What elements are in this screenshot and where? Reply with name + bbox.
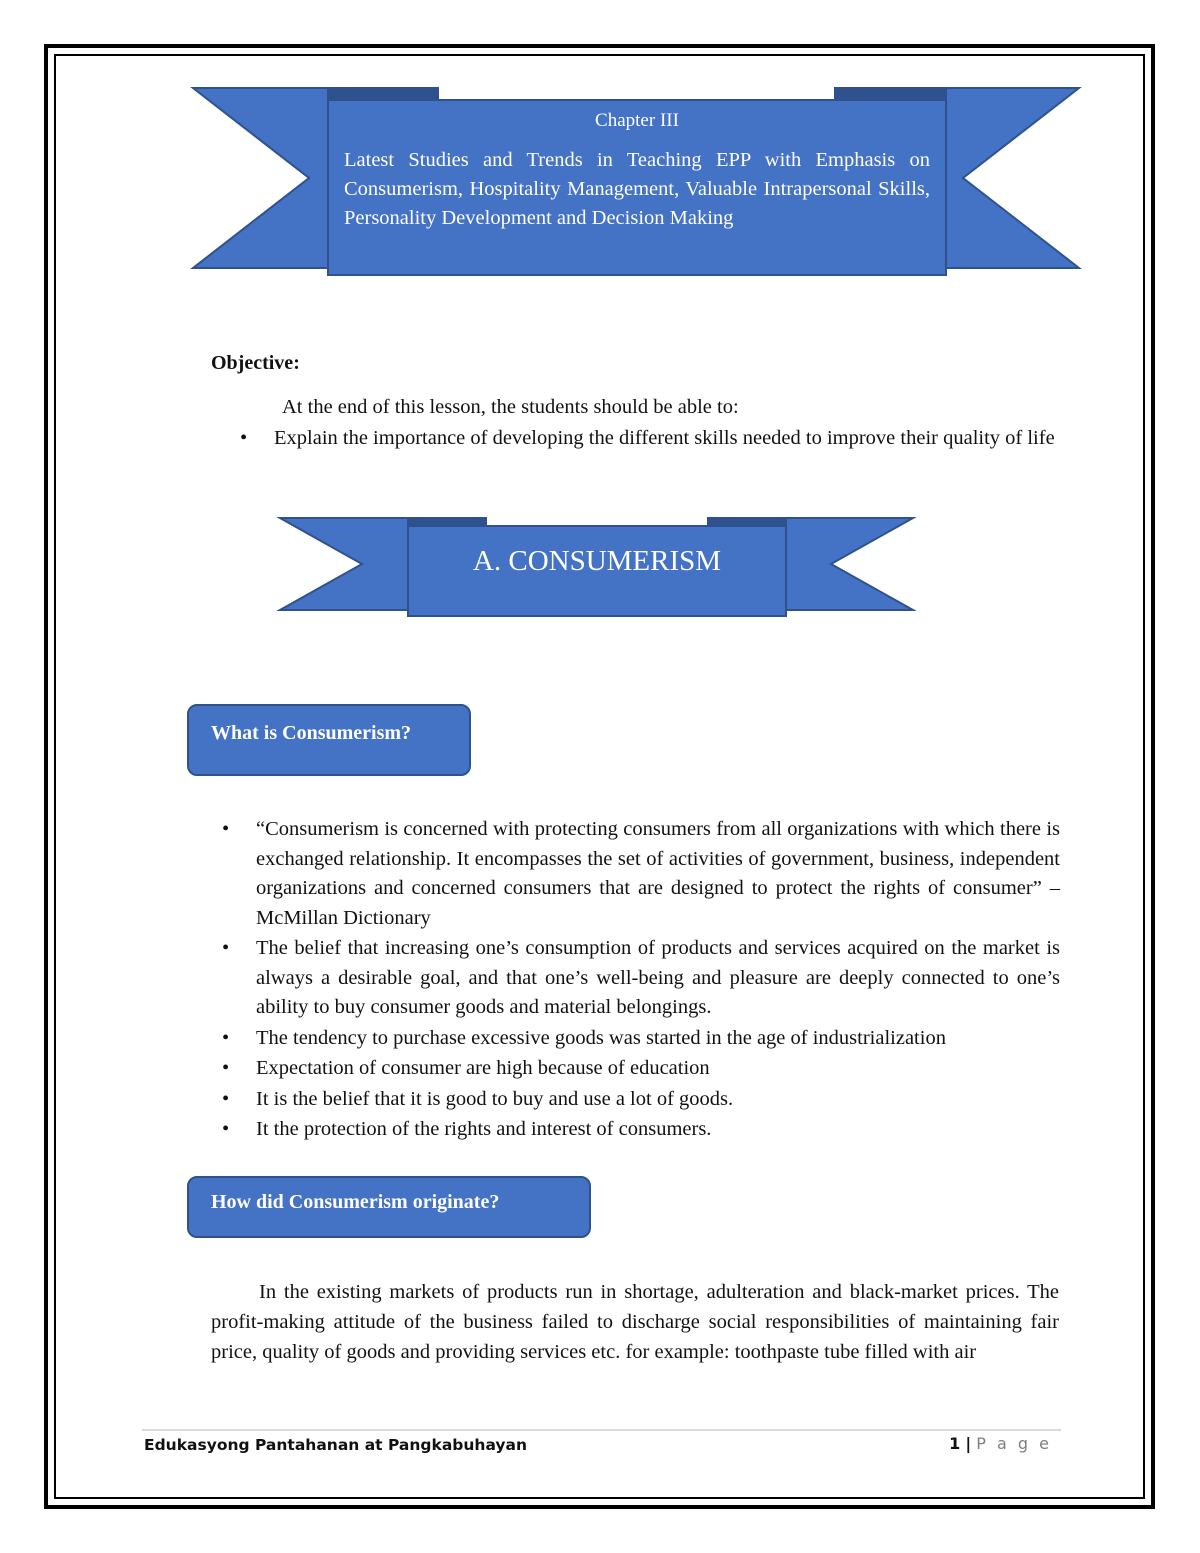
objective-list bbox=[236, 424, 1060, 453]
list-item bbox=[218, 934, 1060, 1023]
objective-intro: At the end of this lesson, the students should be able to: bbox=[282, 396, 739, 418]
page-number-value: 1 bbox=[949, 1434, 961, 1453]
section-title: A. CONSUMERISM bbox=[472, 545, 722, 577]
list-item bbox=[218, 815, 1060, 933]
what-is-heading bbox=[187, 704, 471, 776]
list-item-text: The belief that increasing one’s consumption of products and services acquired on the market is always a desirable goal, and that one’s well-being and pleasure are deeply connected to one’s ability to buy consumer goods and material belongings. bbox=[256, 937, 1060, 1018]
objective-label: Objective: bbox=[211, 352, 300, 374]
bullet-icon: • bbox=[222, 1087, 230, 1110]
origin-heading-text: How did Consumerism originate? bbox=[211, 1190, 500, 1213]
section-ribbon-right-fold bbox=[708, 518, 786, 526]
section-ribbon-left-fold bbox=[408, 518, 486, 526]
list-item-text: “Consumerism is concerned with protecting consumers from all organizations with which there is exchanged relationship. It encompasses the set of activities of government, business, independent organizations and concerned consumers that are designed to protect the rights of consumer” – McMillan Dictionary bbox=[256, 818, 1060, 929]
origin-heading bbox=[187, 1176, 591, 1238]
bullet-icon: • bbox=[222, 1026, 230, 1049]
page-number bbox=[949, 1434, 1052, 1453]
list-item bbox=[218, 1024, 1060, 1054]
chapter-ribbon-left-fold bbox=[328, 88, 438, 100]
list-item-text: It the protection of the rights and interest of consumers. bbox=[256, 1118, 712, 1140]
list-item bbox=[218, 1115, 1060, 1145]
chapter-ribbon-right-fold bbox=[835, 88, 946, 100]
list-item bbox=[218, 1085, 1060, 1115]
chapter-banner-text bbox=[328, 100, 946, 275]
page-word: P a g e bbox=[976, 1434, 1052, 1453]
bullet-icon: • bbox=[222, 1057, 230, 1079]
what-is-heading-text: What is Consumerism? bbox=[211, 721, 412, 744]
footer-title: Edukasyong Pantahanan at Pangkabuhayan bbox=[144, 1436, 528, 1454]
bullet-icon: • bbox=[222, 937, 230, 959]
list-item-text: The tendency to purchase excessive goods was started in the age of industrialization bbox=[256, 1026, 946, 1049]
origin-paragraph: In the existing markets of products run in shortage, adulteration and black-market prices. The profit-making attitude of the business failed to discharge social responsibilities of maintaining fair price, quality of goods and providing services etc. for example: toothpaste tube filled with air bbox=[211, 1281, 1059, 1363]
chapter-subtitle: Latest Studies and Trends in Teaching EPP with Emphasis on Consumerism, Hospitality Management, Valuable Intrapersonal Skills, Personality Development and Decision Making bbox=[344, 149, 930, 229]
list-item-text: It is the belief that it is good to buy and use a lot of goods. bbox=[256, 1087, 734, 1110]
objective-item-text: Explain the importance of developing the different skills needed to improve their quality of life bbox=[274, 427, 1055, 449]
bullet-icon: • bbox=[222, 1118, 230, 1140]
bullet-icon: • bbox=[222, 818, 230, 840]
list-item-text: Expectation of consumer are high because of education bbox=[256, 1057, 710, 1079]
list-item bbox=[218, 1054, 1060, 1084]
bullet-icon: • bbox=[240, 427, 248, 449]
list-item bbox=[236, 424, 1060, 453]
page-number-separator: | bbox=[965, 1434, 972, 1453]
footer-divider bbox=[142, 1429, 1061, 1431]
chapter-title: Chapter III bbox=[595, 110, 679, 131]
consumerism-definition-list bbox=[218, 815, 1060, 1146]
